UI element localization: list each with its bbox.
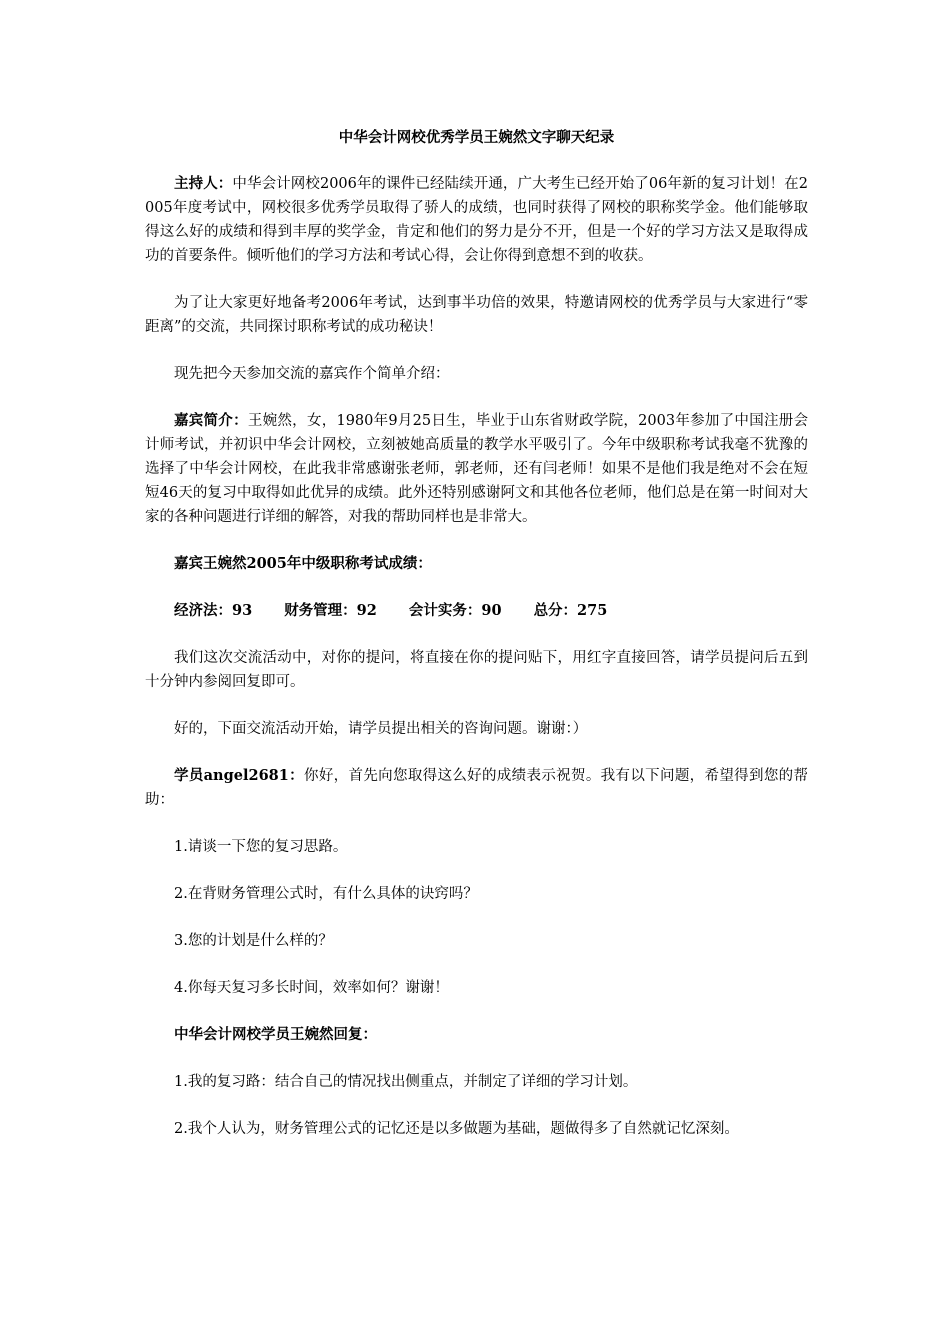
scores-line xyxy=(145,599,808,623)
answer-item: 2.我个人认为，财务管理公式的记忆还是以多做题为基础，题做得多了自然就记忆深刻。 xyxy=(174,1121,739,1137)
score-economic-law: 经济法：93 xyxy=(174,602,253,619)
reply-heading: 中华会计网校学员王婉然回复： xyxy=(174,1026,377,1043)
document-page xyxy=(145,126,808,1164)
question-item: 2.在背财务管理公式时，有什么具体的诀窍吗？ xyxy=(174,886,478,902)
score-financial-management: 财务管理：92 xyxy=(284,602,377,619)
guest-bio-text: 王婉然，女，1980年9月25日生，毕业于山东省财政学院，2003年参加了中国注册会计师考试，并初识中华会计网校，立刻被她高质量的教学水平吸引了。今年中级职称考试我毫不犹豫的选择了中华会计网校，在此我非常感谢张老师，郭老师，还有闫老师！如果不是他们我是绝对不会在短短46天的复习中取得如此优异的成绩。此外还特别感谢阿文和其他各位老师，他们总是在第一时间对大家的各种问题进行详细的解答，对我的帮助同样也是非常大。 xyxy=(145,413,809,525)
host-intro-text: 中华会计网校2006年的课件已经陆续开通，广大考生已经开始了06年新的复习计划！在2005年度考试中，网校很多优秀学员取得了骄人的成绩，也同时获得了网校的职称奖学金。他们能够取得这么好的成绩和得到丰厚的奖学金，肯定和他们的努力是分不开，但是一个好的学习方法又是取得成功的首要条件。倾听他们的学习方法和考试心得，会让你得到意想不到的收获。 xyxy=(145,176,809,264)
question-item: 4.你每天复习多长时间，效率如何？谢谢！ xyxy=(174,980,449,996)
score-total: 总分：275 xyxy=(533,602,608,619)
guest-intro-lead: 现先把今天参加交流的嘉宾作个简单介绍： xyxy=(174,366,450,382)
answer-item: 1.我的复习路：结合自己的情况找出侧重点，并制定了详细的学习计划。 xyxy=(174,1074,638,1090)
document-title: 中华会计网校优秀学员王婉然文字聊天纪录 xyxy=(338,129,615,146)
guest-bio-paragraph xyxy=(145,409,808,529)
question-item: 1.请谈一下您的复习思路。 xyxy=(174,839,348,855)
question-paragraph xyxy=(145,764,808,812)
guest-label: 嘉宾简介： xyxy=(174,412,248,429)
host-intro-paragraph xyxy=(145,172,808,268)
host-label: 主持人： xyxy=(174,175,233,192)
question-text: 你好，首先向您取得这么好的成绩表示祝贺。我有以下问题，希望得到您的帮助： xyxy=(145,768,808,808)
rules-paragraph: 我们这次交流活动中，对你的提问，将直接在你的提问贴下，用红字直接回答，请学员提问后五到十分钟内参阅回复即可。 xyxy=(145,650,808,690)
student-label: 学员angel2681： xyxy=(174,767,304,784)
question-item: 3.您的计划是什么样的？ xyxy=(174,933,333,949)
score-accounting-practice: 会计实务：90 xyxy=(408,602,502,619)
start-paragraph: 好的，下面交流活动开始，请学员提出相关的咨询问题。谢谢：） xyxy=(174,721,588,737)
invitation-paragraph: 为了让大家更好地备考2006年考试，达到事半功倍的效果，特邀请网校的优秀学员与大家进行“零距离”的交流，共同探讨职称考试的成功秘诀！ xyxy=(145,295,808,335)
scores-heading: 嘉宾王婉然2005年中级职称考试成绩： xyxy=(174,555,432,572)
